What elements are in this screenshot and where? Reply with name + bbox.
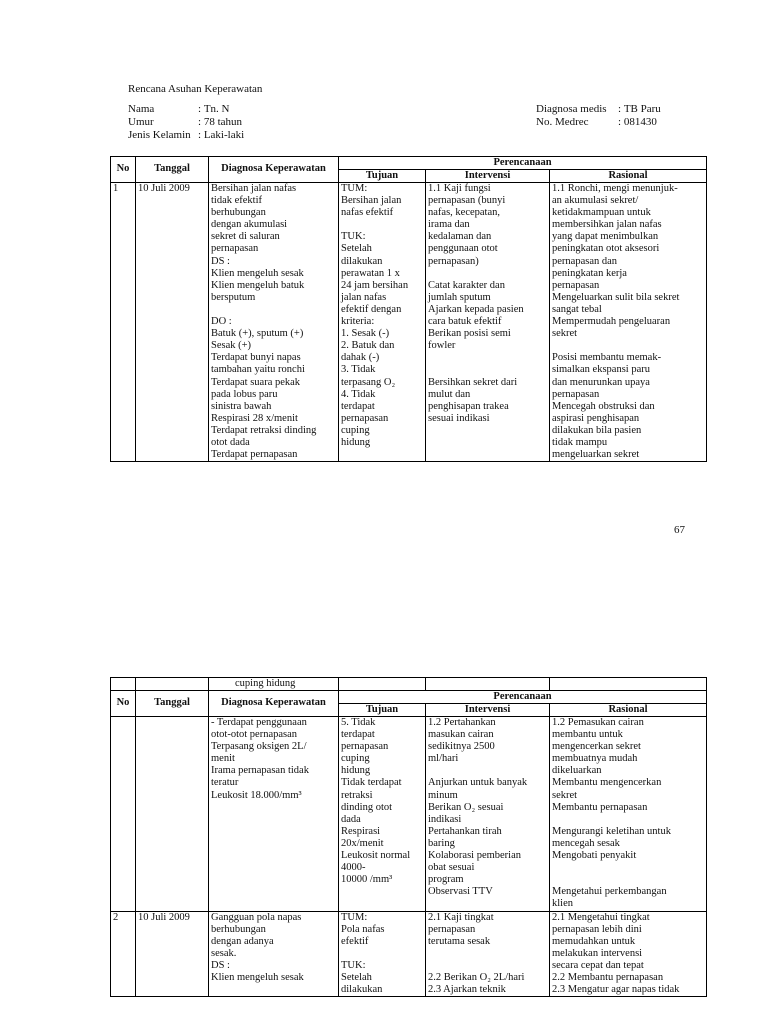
- table-row: [111, 717, 707, 912]
- cell-line: secara cepat dan tepat: [552, 959, 644, 971]
- cell-line: sekret: [552, 328, 578, 340]
- cell-line: [211, 304, 336, 316]
- cell-line: Anjurkan untuk banyak: [428, 777, 528, 789]
- cell-line: pernapasan lebih dini: [552, 923, 642, 935]
- cell-line: pernapasan (bunyi: [428, 195, 506, 207]
- cell-tujuan: [339, 911, 426, 997]
- cell-line: TUK:: [341, 959, 366, 971]
- medical-info: [536, 103, 661, 129]
- cell-line: menit: [211, 753, 235, 765]
- cell-line: Batuk (+), sputum (+): [211, 328, 304, 340]
- cell-line: [341, 948, 423, 960]
- cell-tanggal: [136, 717, 209, 912]
- cell-line: jumlah sputum: [428, 291, 491, 303]
- cell-line: dengan akumulasi: [211, 219, 288, 231]
- cell-line: 1.1 Ronchi, mengi menunjuk-: [552, 183, 678, 194]
- cell-line: Berikan posisi semi: [428, 328, 511, 340]
- cell-line: Posisi membantu memak-: [552, 352, 662, 364]
- cell-diagnosa: [209, 183, 339, 462]
- cell-line: [428, 268, 547, 280]
- info-value: 78 tahun: [203, 116, 243, 128]
- cell-diagnosa: [209, 717, 339, 912]
- cell-line: pernapasan: [211, 243, 259, 255]
- cell-line: sesuai indikasi: [428, 412, 490, 424]
- cell-line: Kolaborasi pemberian: [428, 850, 522, 862]
- header-rasional: Rasional: [550, 704, 707, 717]
- cell-line: Sesak (+): [211, 340, 252, 352]
- table-row: [111, 911, 707, 997]
- cell-line: 1. Sesak (-): [341, 328, 390, 340]
- cell-no: [111, 717, 136, 912]
- cell-rasional: [550, 717, 707, 912]
- cell-line: membuatnya mudah: [552, 753, 638, 765]
- cell-line: Membantu pernapasan: [552, 801, 648, 813]
- cell-line: efektif dengan: [341, 303, 402, 315]
- cell-line: dahak (-): [341, 352, 380, 364]
- cell-intervensi: [426, 911, 550, 997]
- cell-line: DO :: [211, 316, 232, 328]
- cell-line: dada: [341, 813, 361, 825]
- cell-line: pernapasan: [552, 388, 600, 400]
- cell-line: Setelah: [341, 243, 372, 255]
- cell-line: retraksi: [341, 789, 373, 801]
- info-label: Jenis Kelamin: [128, 129, 191, 141]
- cell-line: kedalaman dan: [428, 231, 492, 243]
- cell-line: nafas efektif: [341, 207, 394, 219]
- info-value: 081430: [623, 116, 657, 128]
- cell-line: Catat karakter dan: [428, 279, 505, 291]
- cell-line: baring: [428, 837, 455, 849]
- cell-line: 2.3 Mengatur agar napas tidak: [552, 984, 680, 996]
- cell-line: [428, 948, 547, 960]
- cell-line: Terdapat suara pekak: [211, 376, 301, 388]
- cell-line: 2.2 Membantu pernapasan: [552, 971, 664, 983]
- cell-line: [428, 960, 547, 972]
- info-label: Nama: [128, 103, 155, 115]
- cell-line: irama dan: [428, 219, 470, 231]
- cell-line: terdapat: [341, 729, 375, 741]
- cell-line: pada lobus paru: [211, 388, 278, 400]
- cell-line: bersputum: [211, 291, 256, 303]
- cell-line: [552, 862, 704, 874]
- header-diagnosa: Diagnosa Keperawatan: [209, 691, 339, 717]
- cell-line: 4. Tidak: [341, 388, 376, 400]
- cell-line: an akumulasi sekret/: [552, 195, 639, 207]
- cell-intervensi: [426, 183, 550, 462]
- cell-line: Respirasi: [341, 825, 381, 837]
- cell-line: Klien mengeluh sesak: [211, 971, 304, 983]
- cell-line: cara batuk efektif: [428, 316, 502, 328]
- cell-line: pernapasan): [428, 255, 479, 267]
- cell-line: kriteria:: [341, 316, 375, 328]
- cell-line: minum: [428, 789, 458, 801]
- patient-name-row: Nama : Tn. N: [128, 103, 230, 115]
- cell-line: - Terdapat penggunaan: [211, 717, 307, 728]
- cell-line: pernapasan: [428, 923, 476, 935]
- cell-line: 5. Tidak: [341, 717, 376, 728]
- cell-line: 2.2 Berikan O₂ 2L/hari: [428, 971, 525, 983]
- cell-no: 1: [111, 183, 136, 462]
- cell-line: dikeluarkan: [552, 765, 602, 777]
- cell-line: 2.1 Mengetahui tingkat: [552, 911, 650, 923]
- cell-line: berhubungan: [211, 207, 266, 219]
- cell-line: 3. Tidak: [341, 364, 376, 376]
- cell-line: pernapasan dan: [552, 255, 618, 267]
- header-tanggal: Tanggal: [136, 691, 209, 717]
- cell-line: penggunaan otot: [428, 243, 498, 255]
- cell-line: dengan adanya: [211, 935, 274, 947]
- cell-line: yang dapat menimbulkan: [552, 231, 659, 243]
- cell-line: melakukan intervensi: [552, 947, 643, 959]
- cell-line: terdapat: [341, 400, 375, 412]
- care-plan-table-page-2: [110, 677, 707, 997]
- cell-line: Pola nafas: [341, 923, 385, 935]
- cell-tujuan: [339, 717, 426, 912]
- cell-line: cuping: [341, 424, 370, 436]
- header-no: No: [111, 691, 136, 717]
- cell-line: sekret di saluran: [211, 231, 280, 243]
- cell-line: penghisapan trakea: [428, 400, 509, 412]
- cell-line: Klien mengeluh sesak: [211, 267, 304, 279]
- cell-line: pernapasan: [341, 741, 389, 753]
- cell-line: hidung: [341, 765, 371, 777]
- cell-line: DS :: [211, 959, 230, 971]
- care-plan-table-page-1: [110, 156, 707, 462]
- cell-line: dinding otot: [341, 801, 393, 813]
- cell-line: cuping: [341, 753, 370, 765]
- cell-line: berhubungan: [211, 923, 266, 935]
- cell-line: terutama sesak: [428, 935, 491, 947]
- cell-line: otot dada: [211, 436, 250, 448]
- cell-line: Membantu mengencerkan: [552, 777, 662, 789]
- cell-line: dilakukan: [341, 255, 383, 267]
- cell-line: peningkatan otot aksesori: [552, 243, 660, 255]
- patient-age-row: Umur : 78 tahun: [128, 116, 243, 128]
- diagnosis-row: Diagnosa medis : TB Paru: [536, 103, 661, 115]
- cell-line: teratur: [211, 777, 239, 789]
- header-perencanaan: Perencanaan: [339, 691, 707, 704]
- cell-line: TUK:: [341, 231, 366, 243]
- cell-line: program: [428, 874, 464, 886]
- cell-line: membantu untuk: [552, 729, 623, 741]
- cell-line: [428, 352, 547, 364]
- cell-line: pernapasan: [552, 279, 600, 291]
- cell-line: ketidakmampuan untuk: [552, 207, 651, 219]
- patient-info: [128, 103, 244, 142]
- header-tujuan: Tujuan: [339, 704, 426, 717]
- cell-line: klien: [552, 898, 573, 910]
- cell-line: Gangguan pola napas: [211, 911, 302, 923]
- header-intervensi: Intervensi: [426, 170, 550, 183]
- cell-line: sesak.: [211, 947, 237, 959]
- cell-diagnosa: [209, 911, 339, 997]
- continuation-text: cuping hidung: [209, 678, 339, 691]
- cell-line: tambahan yaitu ronchi: [211, 364, 305, 376]
- cell-line: mencegah sesak: [552, 837, 620, 849]
- cell-line: sedikitnya 2500: [428, 741, 495, 753]
- cell-line: sekret: [552, 789, 578, 801]
- cell-line: mengencerkan sekret: [552, 741, 641, 753]
- table-row: [111, 183, 707, 462]
- cell-line: Ajarkan kepada pasien: [428, 303, 524, 315]
- cell-line: Pertahankan tirah: [428, 825, 502, 837]
- continuation-row: [111, 678, 707, 691]
- header-intervensi: Intervensi: [426, 704, 550, 717]
- info-label: No. Medrec: [536, 116, 589, 128]
- cell-line: Mengetahui perkembangan: [552, 886, 667, 898]
- cell-line: Mengobati penyakit: [552, 850, 637, 862]
- cell-line: efektif: [341, 935, 369, 947]
- document-title: Rencana Asuhan Keperawatan: [128, 83, 263, 95]
- info-value: Laki-laki: [203, 129, 245, 141]
- cell-line: terpasang O₂: [341, 376, 396, 388]
- cell-line: Leukosit normal: [341, 850, 411, 862]
- cell-line: 4000-: [341, 862, 366, 874]
- patient-gender-row: Jenis Kelamin : Laki-laki: [128, 129, 245, 141]
- cell-line: 2.1 Kaji tingkat: [428, 911, 494, 923]
- cell-rasional: [550, 183, 707, 462]
- cell-line: TUM:: [341, 911, 368, 923]
- cell-line: 1.1 Kaji fungsi: [428, 183, 491, 194]
- cell-line: Klien mengeluh batuk: [211, 279, 305, 291]
- cell-line: sinistra bawah: [211, 400, 272, 412]
- header-no: No: [111, 157, 136, 183]
- cell-line: Terdapat pernapasan: [211, 449, 298, 461]
- cell-line: nafas, kecepatan,: [428, 207, 500, 219]
- header-tanggal: Tanggal: [136, 157, 209, 183]
- info-label: Diagnosa medis: [536, 103, 607, 115]
- cell-line: mengeluarkan sekret: [552, 449, 640, 461]
- cell-tanggal: 10 Juli 2009: [136, 911, 209, 997]
- cell-line: Berikan O₂ sesuai: [428, 801, 504, 813]
- info-value: TB Paru: [623, 103, 661, 115]
- cell-no: 2: [111, 911, 136, 997]
- cell-line: otot-otot pernapasan: [211, 729, 298, 741]
- cell-line: mulut dan: [428, 388, 471, 400]
- cell-line: dilakukan: [341, 984, 383, 996]
- cell-line: Mempermudah pengeluaran: [552, 316, 671, 328]
- cell-line: jalan nafas: [341, 291, 387, 303]
- cell-line: [552, 874, 704, 886]
- cell-line: DS :: [211, 255, 230, 267]
- header-rasional: Rasional: [550, 170, 707, 183]
- cell-tujuan: [339, 183, 426, 462]
- cell-line: tidak mampu: [552, 436, 608, 448]
- cell-line: Bersihkan sekret dari: [428, 376, 518, 388]
- cell-line: [428, 364, 547, 376]
- cell-line: Mencegah obstruksi dan: [552, 400, 655, 412]
- cell-line: indikasi: [428, 813, 462, 825]
- cell-line: hidung: [341, 436, 371, 448]
- cell-line: Irama pernapasan tidak: [211, 765, 309, 777]
- cell-line: Tidak terdapat: [341, 777, 402, 789]
- cell-intervensi: [426, 717, 550, 912]
- cell-line: 1.2 Pemasukan cairan: [552, 717, 644, 728]
- info-value: Tn. N: [203, 103, 230, 115]
- cell-line: dan menurunkan upaya: [552, 376, 650, 388]
- cell-line: simalkan ekspansi paru: [552, 364, 650, 376]
- cell-tanggal: 10 Juli 2009: [136, 183, 209, 462]
- cell-line: masukan cairan: [428, 729, 494, 741]
- cell-line: Terpasang oksigen 2L/: [211, 741, 307, 753]
- cell-line: obat sesuai: [428, 862, 475, 874]
- page-number: 67: [674, 524, 685, 536]
- cell-line: Bersihan jalan: [341, 195, 402, 207]
- cell-line: membersihkan jalan nafas: [552, 219, 662, 231]
- cell-line: [552, 814, 704, 826]
- header-diagnosa: Diagnosa Keperawatan: [209, 157, 339, 183]
- cell-line: Terdapat bunyi napas: [211, 352, 301, 364]
- cell-line: Mengeluarkan sulit bila sekret: [552, 291, 680, 303]
- cell-line: perawatan 1 x: [341, 267, 400, 279]
- cell-line: fowler: [428, 340, 456, 352]
- cell-line: 2. Batuk dan: [341, 340, 395, 352]
- cell-line: dilakukan bila pasien: [552, 424, 642, 436]
- cell-line: 24 jam bersihan: [341, 279, 409, 291]
- cell-line: Bersihan jalan nafas: [211, 183, 297, 194]
- cell-line: TUM:: [341, 183, 368, 194]
- cell-line: memudahkan untuk: [552, 935, 636, 947]
- cell-line: pernapasan: [341, 412, 389, 424]
- cell-line: ml/hari: [428, 753, 459, 765]
- cell-line: [428, 765, 547, 777]
- cell-line: 20x/menit: [341, 837, 384, 849]
- header-tujuan: Tujuan: [339, 170, 426, 183]
- cell-line: 2.3 Ajarkan teknik: [428, 984, 506, 996]
- info-label: Umur: [128, 116, 154, 128]
- cell-line: tidak efektif: [211, 195, 263, 207]
- cell-line: 10000 /mm³: [341, 874, 393, 886]
- cell-line: [552, 340, 704, 352]
- medrec-row: No. Medrec : 081430: [536, 116, 657, 128]
- header-perencanaan: Perencanaan: [339, 157, 707, 170]
- cell-line: sangat tebal: [552, 303, 602, 315]
- cell-line: Terdapat retraksi dinding: [211, 424, 317, 436]
- cell-line: Respirasi 28 x/menit: [211, 412, 298, 424]
- cell-line: peningkatan kerja: [552, 267, 627, 279]
- cell-line: aspirasi penghisapan: [552, 412, 640, 424]
- cell-rasional: [550, 911, 707, 997]
- cell-line: 1.2 Pertahankan: [428, 717, 496, 728]
- cell-line: Leukosit 18.000/mm³: [211, 789, 302, 801]
- cell-line: [341, 219, 423, 231]
- cell-line: Observasi TTV: [428, 886, 493, 898]
- cell-line: Mengurangi keletihan untuk: [552, 825, 671, 837]
- cell-line: Setelah: [341, 971, 372, 983]
